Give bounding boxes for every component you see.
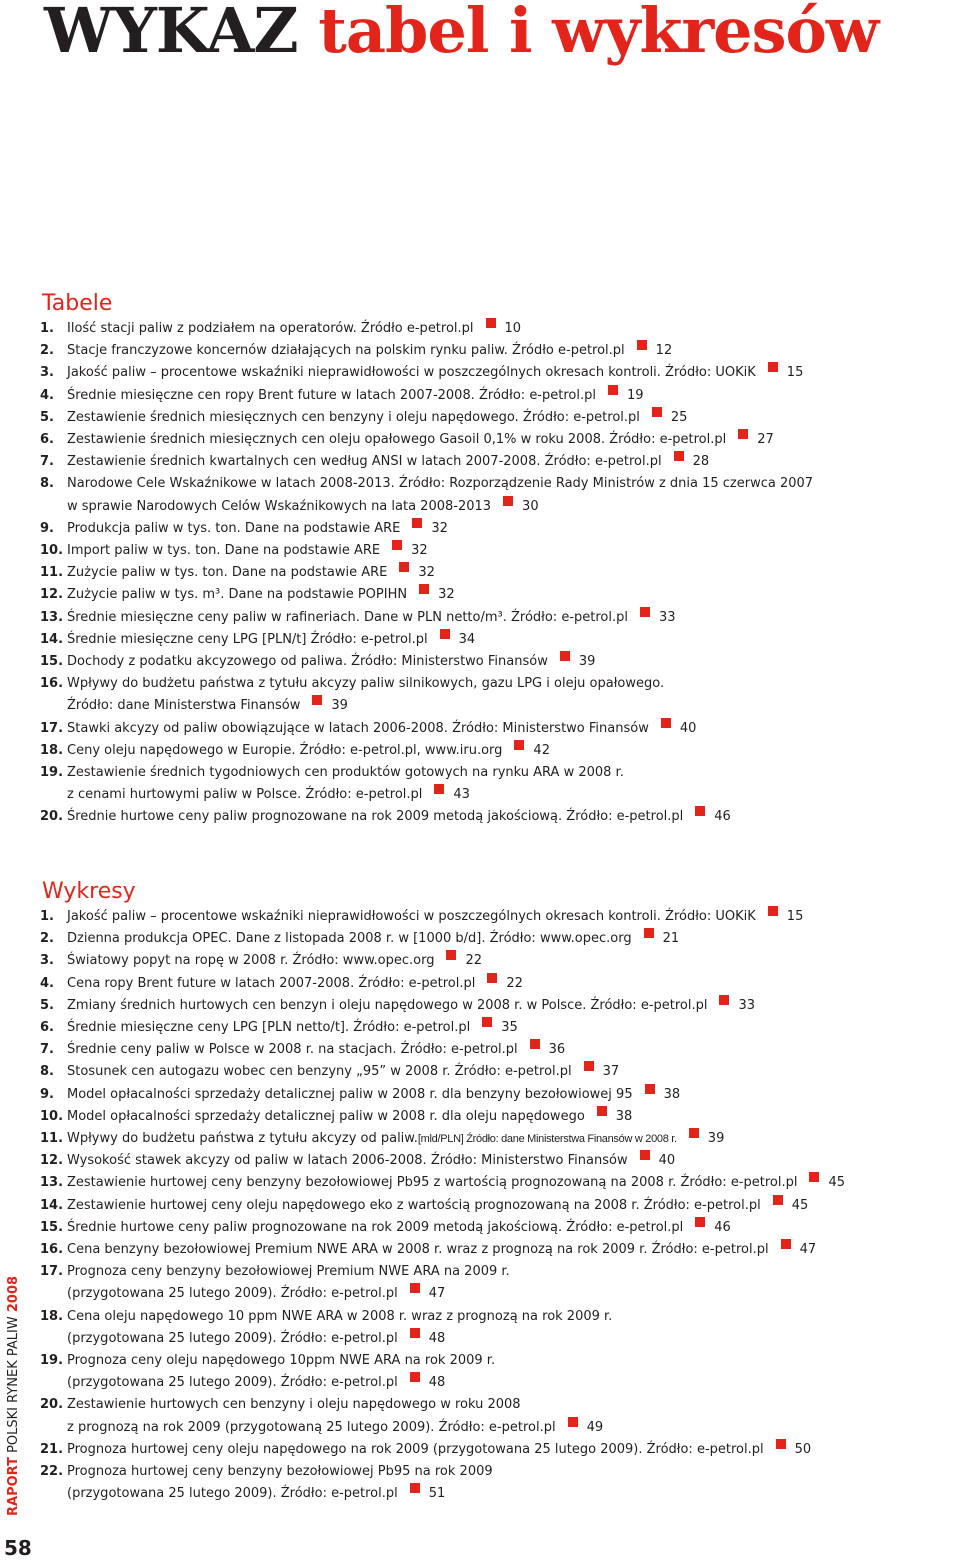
entry-text: Cena ropy Brent future w latach 2007-2008. Źródło: e-petrol.pl <box>67 975 476 991</box>
entry-number: 9. <box>40 520 54 536</box>
entry-number: 9. <box>40 1086 54 1102</box>
entry-page-number: 40 <box>658 1153 676 1169</box>
red-square-icon <box>674 451 684 461</box>
entry-page-number: 30 <box>522 498 539 514</box>
entry-number: 6. <box>40 432 54 448</box>
entry-number: 18. <box>40 1308 64 1324</box>
entry-text: Produkcja paliw w tys. ton. Dane na podstawie ARE <box>67 520 401 536</box>
table-list-item <box>40 318 813 340</box>
chart-list-item-continuation <box>40 1283 845 1305</box>
entry-page-number: 49 <box>586 1419 604 1435</box>
entry-number: 21. <box>40 1441 64 1457</box>
entry-text: Wpływy do budżetu państwa z tytułu akcyzy od paliw. <box>67 1131 418 1147</box>
entry-page-number: 21 <box>662 931 680 947</box>
chart-list-item <box>40 1439 845 1461</box>
entry-number: 13. <box>40 1175 64 1191</box>
red-square-icon <box>661 718 671 728</box>
entry-number-spacer <box>40 784 67 806</box>
entry-page-number: 32 <box>431 520 448 536</box>
red-square-icon <box>503 496 513 506</box>
entry-number: 8. <box>40 476 54 492</box>
entry-text-continuation: z prognozą na rok 2009 (przygotowaną 25 lutego 2009). Źródło: e-petrol.pl <box>67 1419 556 1435</box>
entry-text: Zestawienie hurtowej ceny oleju napędowego eko z wartością prognozowaną na 2008 r. Źródło: e-petrol.pl <box>67 1197 761 1213</box>
entry-number: 19. <box>40 1353 64 1369</box>
red-square-icon <box>514 740 524 750</box>
red-square-icon <box>486 318 496 328</box>
entry-text: Jakość paliw – procentowe wskaźniki nieprawidłowości w poszczególnych okresach kontroli. Źródło: UOKiK <box>67 909 756 924</box>
entry-number-spacer <box>40 695 67 717</box>
entry-text: Średnie miesięczne ceny LPG [PLN/t] Źródło: e-petrol.pl <box>67 631 428 647</box>
entry-text: Model opłacalności sprzedaży detalicznej paliw w 2008 r. dla oleju napędowego <box>67 1108 585 1124</box>
entry-number: 7. <box>40 454 54 470</box>
red-square-icon <box>776 1439 786 1449</box>
charts-heading: Wykresy <box>42 879 136 904</box>
entry-text: Prognoza ceny benzyny bezołowiowej Premium NWE ARA na 2009 r. <box>67 1264 510 1280</box>
entry-text: Zestawienie hurtowych cen benzyny i oleju napędowego w roku 2008 <box>67 1397 521 1413</box>
chart-list-item <box>40 1061 845 1083</box>
page-title <box>44 0 878 68</box>
table-list-item <box>40 607 813 629</box>
entry-number: 4. <box>40 975 54 991</box>
red-square-icon <box>781 1239 791 1249</box>
entry-number: 7. <box>40 1042 54 1058</box>
table-list-item-continuation <box>40 496 813 518</box>
red-square-icon <box>768 906 778 916</box>
entry-number: 13. <box>40 609 64 625</box>
entry-text: Zestawienie średnich tygodniowych cen produktów gotowych na rynku ARA w 2008 r. <box>67 765 624 781</box>
entry-page-number: 51 <box>428 1486 446 1502</box>
red-square-icon <box>584 1061 594 1071</box>
chart-list-item <box>40 1106 845 1128</box>
red-square-icon <box>419 584 429 594</box>
red-square-icon <box>695 806 705 816</box>
red-square-icon <box>608 385 618 395</box>
entry-text: Stawki akcyzy od paliw obowiązujące w latach 2006-2008. Źródło: Ministerstwo Finansów <box>67 720 649 736</box>
entry-page-number: 38 <box>663 1086 681 1102</box>
entry-text: Import paliw w tys. ton. Dane na podstawie ARE <box>67 543 381 559</box>
table-list-item <box>40 562 813 584</box>
entry-text: Wpływy do budżetu państwa z tytułu akcyzy paliw silnikowych, gazu LPG i oleju opałowego. <box>67 676 665 692</box>
entry-page-number: 47 <box>799 1242 817 1258</box>
entry-page-number: 39 <box>707 1131 725 1147</box>
entry-page-number: 15 <box>786 909 804 924</box>
entry-number: 12. <box>40 1153 64 1169</box>
entry-page-number: 28 <box>692 454 710 470</box>
chart-list-item <box>40 995 845 1017</box>
entry-page-number: 32 <box>418 565 435 581</box>
entry-text: Stosunek cen autogazu wobec cen benzyny „95” w 2008 r. Źródło: e-petrol.pl <box>67 1064 572 1080</box>
chart-list-item <box>40 1084 845 1106</box>
entry-text-continuation: (przygotowana 25 lutego 2009). Źródło: e-petrol.pl <box>67 1286 398 1302</box>
entry-number: 4. <box>40 387 54 403</box>
entry-text: Dochody z podatku akcyzowego od paliwa. Źródło: Ministerstwo Finansów <box>67 654 548 670</box>
entry-text: Wysokość stawek akcyzy od paliw w latach 2006-2008. Źródło: Ministerstwo Finansów <box>67 1153 628 1169</box>
entry-text: Cena oleju napędowego 10 ppm NWE ARA w 2008 r. wraz z prognozą na rok 2009 r. <box>67 1308 613 1324</box>
red-square-icon <box>410 1372 420 1382</box>
table-list-item <box>40 762 813 784</box>
entry-text: Średnie miesięczne cen ropy Brent future w latach 2007-2008. Źródło: e-petrol.pl <box>67 387 596 403</box>
red-square-icon <box>644 928 654 938</box>
red-square-icon <box>410 1328 420 1338</box>
chart-list-item <box>40 1239 845 1261</box>
red-square-icon <box>738 429 748 439</box>
entry-text: Cena benzyny bezołowiowej Premium NWE ARA w 2008 r. wraz z prognozą na rok 2009 r. Źródło: e-petrol.pl <box>67 1242 769 1258</box>
chart-list-item <box>40 1017 845 1039</box>
red-square-icon <box>809 1172 819 1182</box>
red-square-icon <box>482 1017 492 1027</box>
chart-list-item <box>40 1128 845 1150</box>
table-list-item <box>40 806 813 828</box>
entry-page-number: 42 <box>533 742 550 758</box>
chart-list-item <box>40 906 845 928</box>
entry-page-number: 39 <box>578 654 596 670</box>
chart-list-item <box>40 1172 845 1194</box>
entry-number: 17. <box>40 1264 64 1280</box>
chart-list-item <box>40 1306 845 1328</box>
table-list-item <box>40 451 813 473</box>
entry-text: Dzienna produkcja OPEC. Dane z listopada 2008 r. w [1000 b/d]. Źródło: www.opec.org <box>67 931 632 947</box>
chart-list-item-continuation <box>40 1417 845 1439</box>
entry-number-spacer <box>40 1283 67 1305</box>
entry-page-number: 46 <box>714 1219 731 1235</box>
entry-text-condensed: [mld/PLN] Źródło: dane Ministerstwa Finansów w 2008 r. <box>417 1133 677 1146</box>
chart-list-item-continuation <box>40 1483 845 1505</box>
red-square-icon <box>410 1483 420 1493</box>
entry-page-number: 15 <box>786 365 804 381</box>
entry-page-number: 47 <box>428 1286 446 1302</box>
entry-text: Zestawienie średnich miesięcznych cen benzyny i oleju napędowego. Źródło: e-petrol.pl <box>67 409 640 425</box>
chart-list-item <box>40 1217 845 1239</box>
table-list-item <box>40 740 813 762</box>
entry-text: Zużycie paliw w tys. m³. Dane na podstawie POPIHN <box>67 587 408 603</box>
table-list-item <box>40 362 813 384</box>
entry-page-number: 10 <box>504 321 522 336</box>
table-list-item <box>40 718 813 740</box>
chart-list-item <box>40 973 845 995</box>
chart-list-item <box>40 1350 845 1372</box>
entry-number: 12. <box>40 587 64 603</box>
red-square-icon <box>312 695 322 705</box>
entry-text-continuation: Źródło: dane Ministerstwa Finansów <box>67 698 301 714</box>
entry-page-number: 19 <box>626 387 644 403</box>
table-list-item <box>40 407 813 429</box>
red-square-icon <box>597 1106 607 1116</box>
chart-list-item <box>40 1039 845 1061</box>
table-list-item-continuation <box>40 784 813 806</box>
entry-page-number: 27 <box>757 432 774 448</box>
entry-number: 2. <box>40 931 54 947</box>
entry-page-number: 39 <box>331 698 348 714</box>
entry-text: Stacje franczyzowe koncernów działających na polskim rynku paliw. Źródło e-petrol.pl <box>67 343 625 359</box>
entry-number: 18. <box>40 742 64 758</box>
entry-number: 15. <box>40 1219 64 1235</box>
entry-text: Średnie ceny paliw w Polsce w 2008 r. na stacjach. Źródło: e-petrol.pl <box>67 1042 518 1058</box>
entry-text: Prognoza hurtowej ceny oleju napędowego na rok 2009 (przygotowana 25 lutego 2009). Źródło: e-petrol.pl <box>67 1441 764 1457</box>
entry-number: 10. <box>40 1108 64 1124</box>
entry-number-spacer <box>40 496 67 518</box>
entry-number: 16. <box>40 676 64 692</box>
tables-heading: Tabele <box>42 291 113 316</box>
entry-number: 2. <box>40 343 54 359</box>
sidebar-raport: RAPORT <box>6 1457 21 1516</box>
entry-text: Zużycie paliw w tys. ton. Dane na podstawie ARE <box>67 565 388 581</box>
entry-page-number: 45 <box>791 1197 809 1213</box>
entry-text: Średnie hurtowe ceny paliw prognozowane na rok 2009 metodą jakościową. Źródło: e-petrol.pl <box>67 809 684 825</box>
table-list-item <box>40 584 813 606</box>
entry-number-spacer <box>40 1417 67 1439</box>
chart-list-item <box>40 1261 845 1283</box>
entry-page-number: 43 <box>453 787 470 803</box>
red-square-icon <box>640 607 650 617</box>
chart-list-item <box>40 928 845 950</box>
entry-number: 11. <box>40 565 64 581</box>
entry-number-spacer <box>40 1328 67 1350</box>
red-square-icon <box>487 973 497 983</box>
entry-text: Model opłacalności sprzedaży detalicznej paliw w 2008 r. dla benzyny bezołowiowej 95 <box>67 1086 633 1102</box>
entry-number: 3. <box>40 365 54 381</box>
entry-text: Średnie hurtowe ceny paliw prognozowane na rok 2009 metodą jakościową. Źródło: e-petrol.pl <box>67 1219 684 1235</box>
entry-number-spacer <box>40 1483 67 1505</box>
red-square-icon <box>434 784 444 794</box>
entry-page-number: 34 <box>458 631 476 647</box>
red-square-icon <box>446 950 456 960</box>
entry-text: Zmiany średnich hurtowych cen benzyn i oleju napędowego w 2008 r. w Polsce. Źródło: e-petrol.pl <box>67 997 708 1013</box>
table-list-item <box>40 473 813 495</box>
entry-page-number: 48 <box>428 1375 446 1391</box>
table-list-item <box>40 629 813 651</box>
red-square-icon <box>640 1150 650 1160</box>
entry-number: 5. <box>40 409 54 425</box>
publication-sidebar-label <box>3 1246 25 1516</box>
entry-text-continuation: (przygotowana 25 lutego 2009). Źródło: e-petrol.pl <box>67 1375 398 1391</box>
charts-list <box>40 906 845 1505</box>
entry-number: 20. <box>40 809 64 825</box>
red-square-icon <box>637 340 647 350</box>
red-square-icon <box>410 1283 420 1293</box>
sidebar-title: POLSKI RYNEK PALIW <box>6 1316 21 1453</box>
entry-page-number: 50 <box>794 1441 812 1457</box>
entry-text: Średnie miesięczne ceny paliw w rafineriach. Dane w PLN netto/m³. Źródło: e-petrol.pl <box>67 609 628 625</box>
red-square-icon <box>652 407 662 417</box>
entry-text-continuation: (przygotowana 25 lutego 2009). Źródło: e-petrol.pl <box>67 1330 398 1346</box>
entry-text: Jakość paliw – procentowe wskaźniki nieprawidłowości w poszczególnych okresach kontroli. Źródło: UOKiK <box>67 365 756 381</box>
table-list-item <box>40 673 813 695</box>
entry-page-number: 46 <box>714 809 731 825</box>
entry-text: Prognoza hurtowej ceny benzyny bezołowiowej Pb95 na rok 2009 <box>67 1464 493 1480</box>
red-square-icon <box>719 995 729 1005</box>
red-square-icon <box>568 1417 578 1427</box>
entry-page-number: 45 <box>828 1175 846 1191</box>
entry-text: Światowy popyt na ropę w 2008 r. Źródło: www.opec.org <box>67 953 435 969</box>
entry-number: 14. <box>40 631 64 647</box>
red-square-icon <box>399 562 409 572</box>
entry-page-number: 48 <box>428 1330 446 1346</box>
entry-page-number: 33 <box>658 609 676 625</box>
red-square-icon <box>440 629 450 639</box>
red-square-icon <box>695 1217 705 1227</box>
entry-number: 17. <box>40 720 64 736</box>
entry-text-continuation: z cenami hurtowymi paliw w Polsce. Źródło: e-petrol.pl <box>67 787 423 803</box>
table-list-item <box>40 540 813 562</box>
entry-number: 19. <box>40 765 64 781</box>
red-square-icon <box>689 1128 699 1138</box>
red-square-icon <box>560 651 570 661</box>
entry-page-number: 37 <box>602 1064 620 1080</box>
entry-number: 20. <box>40 1397 64 1413</box>
entry-number: 1. <box>40 321 54 336</box>
title-part-red: tabel i wykresów <box>318 0 879 67</box>
entry-page-number: 36 <box>548 1042 566 1058</box>
entry-page-number: 38 <box>615 1108 633 1124</box>
chart-list-item-continuation <box>40 1372 845 1394</box>
entry-number: 3. <box>40 953 54 969</box>
red-square-icon <box>392 540 402 550</box>
table-list-item-continuation <box>40 695 813 717</box>
table-list-item <box>40 340 813 362</box>
entry-text-continuation: w sprawie Narodowych Celów Wskaźnikowych na lata 2008-2013 <box>67 498 492 514</box>
entry-text: Zestawienie hurtowej ceny benzyny bezołowiowej Pb95 z wartością prognozowaną na 2008 r. Źródło: e-petrol.pl <box>67 1175 798 1191</box>
red-square-icon <box>645 1084 655 1094</box>
entry-page-number: 35 <box>501 1020 518 1036</box>
entry-number: 5. <box>40 997 54 1013</box>
entry-page-number: 33 <box>738 997 756 1013</box>
entry-number: 14. <box>40 1197 64 1213</box>
table-list-item <box>40 651 813 673</box>
entry-number-spacer <box>40 1372 67 1394</box>
tables-list <box>40 318 813 829</box>
chart-list-item <box>40 1195 845 1217</box>
chart-list-item <box>40 1461 845 1483</box>
red-square-icon <box>530 1039 540 1049</box>
entry-number: 16. <box>40 1242 64 1258</box>
table-list-item <box>40 518 813 540</box>
entry-number: 6. <box>40 1020 54 1036</box>
entry-text: Zestawienie średnich kwartalnych cen według ANSI w latach 2007-2008. Źródło: e-petrol.pl <box>67 454 662 470</box>
title-part-black: WYKAZ <box>44 0 298 67</box>
entry-text: Ceny oleju napędowego w Europie. Źródło: e-petrol.pl, www.iru.org <box>67 742 503 758</box>
red-square-icon <box>768 362 778 372</box>
entry-number: 15. <box>40 654 64 670</box>
table-list-item <box>40 385 813 407</box>
entry-text: Ilość stacji paliw z podziałem na operatorów. Źródło e-petrol.pl <box>67 321 474 336</box>
entry-page-number: 12 <box>655 343 673 359</box>
entry-text: Średnie miesięczne ceny LPG [PLN netto/t]. Źródło: e-petrol.pl <box>67 1020 471 1036</box>
chart-list-item <box>40 950 845 972</box>
entry-number: 8. <box>40 1064 54 1080</box>
entry-text: Zestawienie średnich miesięcznych cen oleju opałowego Gasoil 0,1% w roku 2008. Źródło: e-petrol.pl <box>67 432 727 448</box>
entry-number: 11. <box>40 1131 64 1147</box>
entry-number: 1. <box>40 909 54 924</box>
entry-text: Prognoza ceny oleju napędowego 10ppm NWE ARA na rok 2009 r. <box>67 1353 496 1369</box>
red-square-icon <box>412 518 422 528</box>
page-number: 58 <box>4 1536 32 1560</box>
table-list-item <box>40 429 813 451</box>
entry-page-number: 32 <box>411 543 428 559</box>
entry-text-continuation: (przygotowana 25 lutego 2009). Źródło: e-petrol.pl <box>67 1486 398 1502</box>
entry-page-number: 32 <box>438 587 455 603</box>
entry-page-number: 22 <box>506 975 523 991</box>
sidebar-year: 2008 <box>6 1275 21 1313</box>
red-square-icon <box>773 1195 783 1205</box>
chart-list-item-continuation <box>40 1328 845 1350</box>
entry-page-number: 22 <box>465 953 482 969</box>
entry-number: 22. <box>40 1464 64 1480</box>
entry-page-number: 40 <box>679 720 697 736</box>
entry-page-number: 25 <box>670 409 688 425</box>
chart-list-item <box>40 1394 845 1416</box>
chart-list-item <box>40 1150 845 1172</box>
entry-number: 10. <box>40 543 64 559</box>
entry-text: Narodowe Cele Wskaźnikowe w latach 2008-2013. Źródło: Rozporządzenie Rady Ministrów z dnia 15 czerwca 2007 <box>67 476 814 492</box>
